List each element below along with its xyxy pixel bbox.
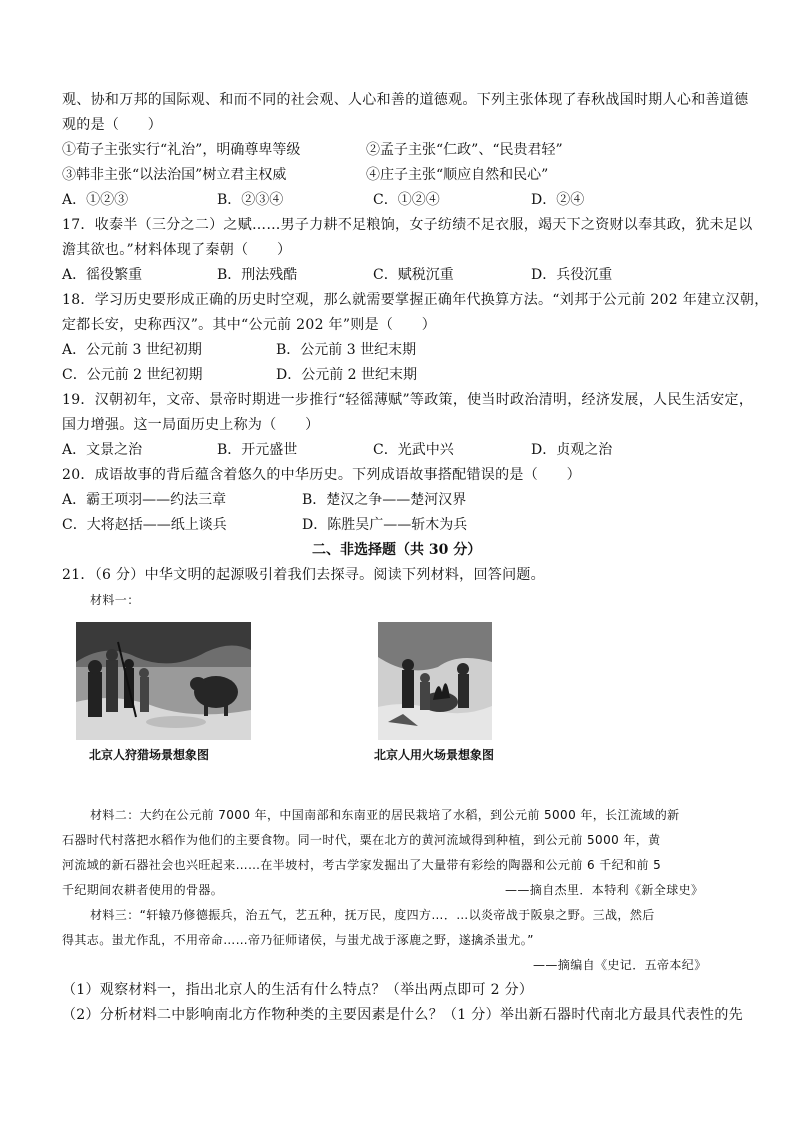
q19-option-d: D．贞观之治 <box>531 442 613 458</box>
material-2-line4: 千纪期间农耕者使用的骨器。 <box>62 883 224 897</box>
material-2-line3: 河流域的新石器社会也兴旺起来……在半坡村，考古学家发掘出了大量带有彩绘的陶器和公元前 6 千纪和前 5 <box>62 858 662 872</box>
q17-option-a: A．徭役繁重 <box>62 267 143 283</box>
q16-statement-2: ②孟子主张“仁政”、“民贵君轻” <box>366 142 563 158</box>
q17-option-b: B．刑法残酷 <box>217 267 298 283</box>
q16-statement-3: ③韩非主张“以法治国”树立君主权威 <box>62 167 287 183</box>
q19-stem-line2: 国力增强。这一局面历史上称为（ ） <box>62 417 320 433</box>
q17-stem-line1: 17．收泰半（三分之二）之赋……男子力耕不足粮饷，女子纺绩不足衣服，竭天下之资财以奉其政，犹未足以 <box>62 217 753 233</box>
q18-stem-line1: 18．学习历史要形成正确的历史时空观，那么就需要掌握正确年代换算方法。“刘邦于公元前 202 年建立汉朝， <box>62 292 769 308</box>
q19-stem-line1: 19．汉朝初年，文帝、景帝时期进一步推行“轻徭薄赋”等政策，使当时政治清明，经济发展，人民生活安定， <box>62 392 754 408</box>
hunting-image-caption: 北京人狩猎场景想象图 <box>89 748 210 762</box>
material-2-source: ——摘自杰里．本特利《新全球史》 <box>505 883 704 897</box>
q16-statement-4: ④庄子主张“顺应自然和民心” <box>366 167 549 183</box>
q18-option-c: C．公元前 2 世纪初期 <box>62 367 203 383</box>
q16-stem-line2: 观的是（ ） <box>62 117 163 133</box>
q16-stem-line1: 观、协和万邦的国际观、和而不同的社会观、人心和善的道德观。下列主张体现了春秋战国时期人心和善道德 <box>62 92 749 108</box>
q18-option-d: D．公元前 2 世纪末期 <box>276 367 418 383</box>
hunting-scene-illustration <box>76 622 251 740</box>
q17-stem-line2: 澹其欲也。”材料体现了秦朝（ ） <box>62 242 292 258</box>
q18-option-a: A．公元前 3 世纪初期 <box>62 342 202 358</box>
material-3-line2: 得其志。蚩尤作乱，不用帝命……帝乃征师诸侯，与蚩尤战于涿鹿之野，遂擒杀蚩尤。” <box>62 933 534 947</box>
material-3-source: ——摘编自《史记．五帝本纪》 <box>533 958 707 972</box>
q20-option-b: B．楚汉之争——楚河汉界 <box>302 492 467 508</box>
q19-option-c: C．光武中兴 <box>373 442 454 458</box>
q16-option-b: B．②③④ <box>217 192 284 208</box>
material-1-label: 材料一： <box>90 593 140 607</box>
q16-statement-1: ①荀子主张实行“礼治”，明确尊卑等级 <box>62 142 301 158</box>
q16-option-a: A．①②③ <box>62 192 129 208</box>
material-2-line1: 材料二：大约在公元前 7000 年，中国南部和东南亚的居民栽培了水稻，到公元前 5000 年，长江流域的新 <box>90 808 680 822</box>
q21-subquestion-2: （2）分析材料二中影响南北方作物种类的主要因素是什么？（1 分）举出新石器时代南北方最具代表性的先 <box>62 1007 743 1023</box>
fire-image-caption: 北京人用火场景想象图 <box>374 748 495 762</box>
q20-option-c: C．大将赵括——纸上谈兵 <box>62 517 227 533</box>
q21-intro: 21．（6 分）中华文明的起源吸引着我们去探寻。阅读下列材料，回答问题。 <box>62 567 545 583</box>
q19-option-a: A．文景之治 <box>62 442 143 458</box>
q19-option-b: B．开元盛世 <box>217 442 298 458</box>
material-2-line2: 石器时代村落把水稻作为他们的主要食物。同一时代，粟在北方的黄河流域得到种植，到公元前 5000 年，黄 <box>62 833 661 847</box>
q16-option-c: C．①②④ <box>373 192 440 208</box>
q18-option-b: B．公元前 3 世纪末期 <box>276 342 417 358</box>
q20-option-a: A．霸王项羽——约法三章 <box>62 492 227 508</box>
material-3-line1: 材料三：“轩辕乃修德振兵，治五气，艺五种，抚万民，度四方…．…以炎帝战于阪泉之野。三战，然后 <box>90 908 655 922</box>
section-heading: 二、非选择题（共 30 分） <box>312 542 482 558</box>
q16-option-d: D．②④ <box>531 192 585 208</box>
q18-stem-line2: 定都长安，史称西汉”。其中“公元前 202 年”则是（ ） <box>62 317 437 333</box>
q20-option-d: D．陈胜吴广——斩木为兵 <box>302 517 468 533</box>
q17-option-c: C．赋税沉重 <box>373 267 454 283</box>
fire-use-scene-illustration <box>378 622 492 740</box>
q17-option-d: D．兵役沉重 <box>531 267 613 283</box>
q20-stem: 20．成语故事的背后蕴含着悠久的中华历史。下列成语故事搭配错误的是（ ） <box>62 467 581 483</box>
q21-subquestion-1: （1）观察材料一，指出北京人的生活有什么特点？（举出两点即可 2 分） <box>62 982 534 998</box>
